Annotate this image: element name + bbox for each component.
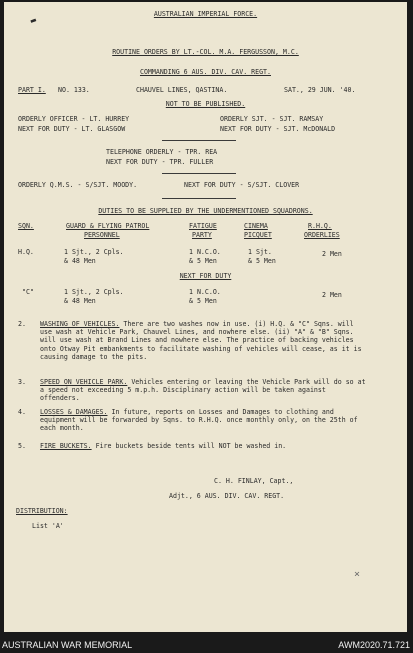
cell-guard: & 48 Men: [64, 257, 96, 265]
part-label: PART I.: [18, 86, 46, 94]
distribution-list: List 'A': [32, 522, 64, 530]
cell-guard: & 48 Men: [64, 297, 96, 305]
date: SAT., 29 JUN. '40.: [284, 86, 356, 94]
item-number: 5.: [18, 442, 26, 450]
cell-fatigue: & 5 Men: [189, 297, 217, 305]
orderly-officer: ORDERLY OFFICER - LT. HURREY: [18, 115, 130, 123]
item-number: 2.: [18, 320, 26, 328]
item-heading: SPEED ON VEHICLE PARK.: [40, 378, 128, 386]
archive-footer: [0, 636, 413, 653]
item-text: In future, reports on Losses and Damages to clothing and equipment will be forwarded by Sqns. to R.H.Q. once monthly only, on the 25th of each month.: [40, 408, 358, 433]
footer-accession-number: AWM2020.71.721: [338, 640, 410, 650]
cell-sqn: H.Q.: [18, 248, 34, 256]
next-officer: NEXT FOR DUTY - LT. GLASGOW: [18, 125, 126, 133]
item-body: [40, 408, 366, 433]
item-text: Vehicles entering or leaving the Vehicle Park will do so at a speed not exceeding 5 m.p.h. Disciplinary action will be taken against offenders.: [40, 378, 366, 403]
col-header-cinema: CINEMA: [244, 222, 268, 230]
cell-fatigue: 1 N.C.O.: [189, 288, 221, 296]
col-header-sqn: SQN.: [18, 222, 34, 230]
duties-title: DUTIES TO BE SUPPLIED BY THE UNDERMENTIONED SQUADRONS.: [98, 207, 313, 215]
cell-sqn: "C": [22, 288, 34, 296]
corner-mark: ▬: [29, 15, 38, 27]
pencil-cross-mark: ×: [354, 569, 361, 580]
distribution-label: DISTRIBUTION:: [16, 507, 68, 515]
divider: [162, 140, 236, 141]
signature-name: C. H. FINLAY, Capt.,: [214, 477, 294, 485]
header-line-1: AUSTRALIAN IMPERIAL FORCE.: [153, 10, 258, 18]
telephone-orderly: TELEPHONE ORDERLY - TPR. REA: [106, 148, 218, 156]
item-body: [40, 378, 366, 403]
not-published: NOT TO BE PUBLISHED.: [165, 100, 246, 108]
cell-fatigue: & 5 Men: [189, 257, 217, 265]
divider: [162, 198, 236, 199]
col-header-rhq: ORDERLIES: [304, 231, 340, 239]
header-line-2: ROUTINE ORDERS BY LT.-COL. M.A. FERGUSSON, M.C.: [112, 48, 299, 56]
item-body: [40, 442, 366, 450]
item-heading: FIRE BUCKETS.: [40, 442, 92, 450]
telephone-next: NEXT FOR DUTY - TPR. FULLER: [106, 158, 214, 166]
item-number: 3.: [18, 378, 26, 386]
item-number: 4.: [18, 408, 26, 416]
item-text: Fire buckets beside tents will NOT be washed in.: [95, 442, 287, 450]
footer-institution: AUSTRALIAN WAR MEMORIAL: [2, 640, 133, 650]
next-for-duty-title: NEXT FOR DUTY: [179, 272, 232, 280]
item-heading: LOSSES & DAMAGES.: [40, 408, 108, 416]
item-text: There are two washes now in use. (i) H.Q. & "C" Sqns. will use wash at Vehicle Park, Chauvel Lines, and nowhere else. (ii) "A" & "B" Sqns. will use wash at Brand Lines and nowhere else. The practice of backing vehicles onto Otway Pit embankments to facilitate washing of vehicles will cease, as it is causing damage to the pits.: [40, 320, 362, 361]
col-header-rhq: R.H.Q.: [308, 222, 332, 230]
cell-rhq: 2 Men: [322, 250, 342, 258]
next-sjt: NEXT FOR DUTY - SJT. McDONALD: [220, 125, 336, 133]
header-line-3: COMMANDING 6 AUS. DIV. CAV. REGT.: [139, 68, 271, 76]
col-header-fatigue: FATIGUE: [189, 222, 217, 230]
cell-fatigue: 1 N.C.O.: [189, 248, 221, 256]
location: CHAUVEL LINES, QASTINA.: [136, 86, 228, 94]
cell-guard: 1 Sjt., 2 Cpls.: [64, 248, 124, 256]
cell-cinema: & 5 Men: [248, 257, 276, 265]
orderly-sjt: ORDERLY SJT. - SJT. RAMSAY: [220, 115, 324, 123]
item-body: [40, 320, 366, 361]
cell-guard: 1 Sjt., 2 Cpls.: [64, 288, 124, 296]
order-number: NO. 133.: [58, 86, 90, 94]
cell-rhq: 2 Men: [322, 291, 342, 299]
col-header-guard: PERSONNEL: [84, 231, 120, 239]
divider: [162, 173, 236, 174]
orderly-qms: ORDERLY Q.M.S. - S/SJT. MOODY.: [18, 181, 138, 189]
cell-cinema: 1 Sjt.: [248, 248, 272, 256]
col-header-fatigue: PARTY: [192, 231, 212, 239]
col-header-cinema: PICQUET: [244, 231, 272, 239]
signature-title: Adjt., 6 AUS. DIV. CAV. REGT.: [169, 492, 285, 500]
col-header-guard: GUARD & FLYING PATROL: [66, 222, 150, 230]
item-heading: WASHING OF VEHICLES.: [40, 320, 120, 328]
qms-next: NEXT FOR DUTY - S/SJT. CLOVER: [184, 181, 300, 189]
document-page: [4, 2, 407, 632]
